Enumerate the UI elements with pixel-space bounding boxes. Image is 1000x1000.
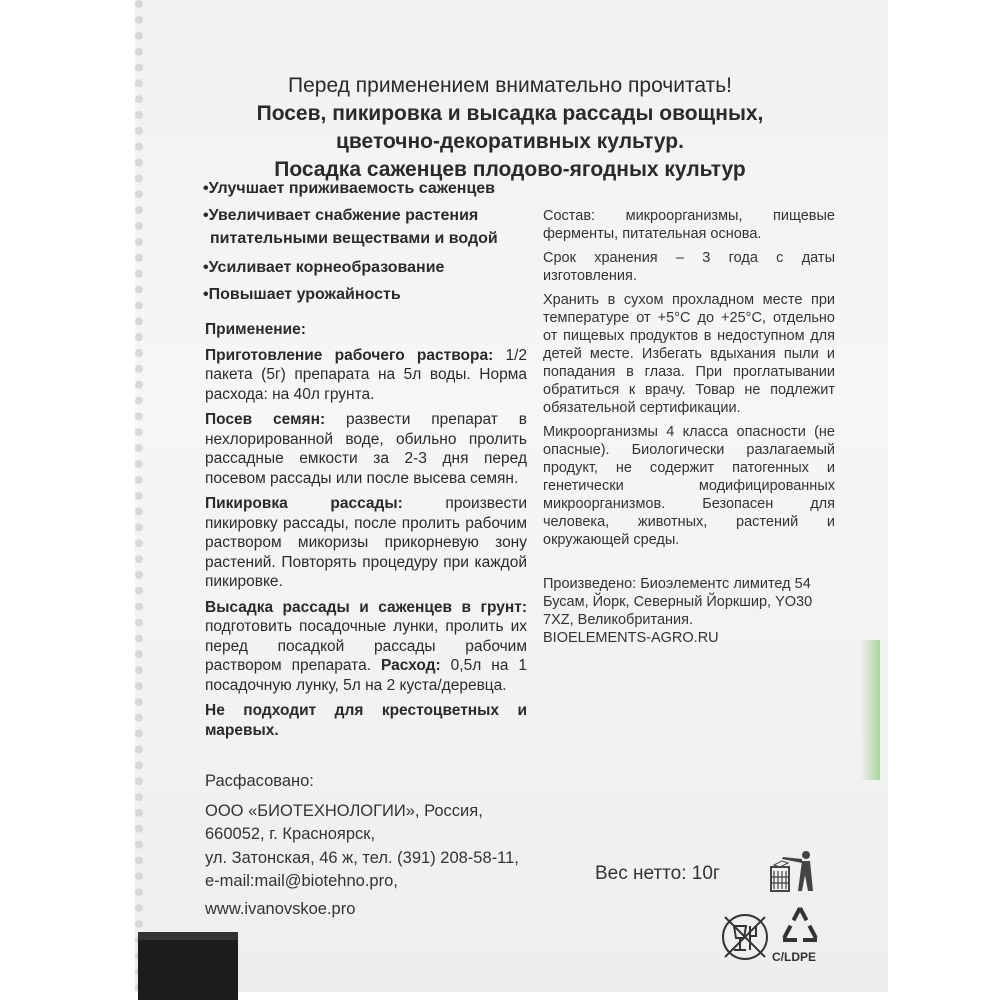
packer-label: Расфасовано: xyxy=(205,772,314,790)
recycle-triangle-icon xyxy=(775,905,825,950)
sowing-label: Посев семян: xyxy=(205,411,326,428)
header-line-3: цветочно-декоративных культур. xyxy=(336,130,684,153)
packer-site: www.ivanovskoe.pro xyxy=(205,899,356,918)
composition: Состав: микроорганизмы, пищевые ферменты, питательная основа. xyxy=(543,208,835,242)
net-weight: Вес нетто: 10г xyxy=(595,863,720,884)
info-section xyxy=(543,207,835,653)
bullet-item: •Улучшает приживаемость саженцев xyxy=(203,180,496,197)
packer-company: ООО «БИОТЕХНОЛОГИИ», Россия, xyxy=(205,801,483,820)
header-warning: Перед применением внимательно прочитать! xyxy=(288,74,732,97)
tidyman-litter-icon xyxy=(768,845,818,895)
header-line-2: Посев, пикировка и высадка рассады овощных, xyxy=(256,102,764,125)
website: BIOELEMENTS-AGRO.RU xyxy=(543,630,719,646)
packer-address xyxy=(205,770,519,921)
producer: Произведено: Биоэлементс лимитед 54 Бусам, Йорк, Северный Йоркшир, YO30 7XZ, Великобритания. xyxy=(543,576,813,628)
bullet-item: •Усиливает корнеобразование xyxy=(203,259,445,276)
prep-text: 1/2 пакета (5г) препарата на 5л воды. Норма расхода: на 40л грунта. xyxy=(205,346,527,403)
bullet-item: •Увеличивает снабжение растения xyxy=(203,207,479,224)
packer-street: ул. Затонская, 46 ж, тел. (391) 208-58-11, xyxy=(205,848,519,867)
storage: Хранить в сухом прохладном месте при температуре от +5°С до +25°С, отдельно от пищевых продуктов в недоступном для детей месте. Избегать вдыхания пыли и попадания в глаза. При проглатывании обратиться к врачу. Товар не подлежит обязательной сертификации. xyxy=(543,292,835,416)
picking-text: произвести пикировку рассады, после пролить рабочим раствором микоризы прикорневую зону растений. Повторять процедуру при каждой пикировке. xyxy=(205,495,527,590)
prep-label: Приготовление рабочего раствора: xyxy=(205,346,494,364)
rate-text: 0,5л на 1 посадочную лунку, 5л на 2 куста/деревца. xyxy=(205,657,527,694)
shelf-life: Срок хранения – 3 года с даты изготовления. xyxy=(543,250,835,284)
bullet-item: •Повышает урожайность xyxy=(203,286,401,303)
green-edge-decoration xyxy=(860,640,880,780)
rate-label: Расход: xyxy=(381,657,441,674)
not-food-contact-icon xyxy=(720,912,770,962)
warning-text: Не подходит для крестоцветных и маревых. xyxy=(205,702,527,739)
planting-label: Высадка рассады и саженцев в грунт: xyxy=(205,598,527,616)
picking-label: Пикировка рассады: xyxy=(205,495,403,512)
planting-text: подготовить посадочные лунки, пролить их перед посадкой рассады рабочим раствором препарата. xyxy=(205,618,527,674)
dark-print-block xyxy=(138,932,238,1000)
bullet-item: питательными веществами и водой xyxy=(210,230,498,247)
recycle-code: C/LDPE xyxy=(772,950,817,964)
sowing-text: развести препарат в нехлорированной воде, обильно пролить рассадные емкости за 2-3 дня перед посевом рассады или после высева семян. xyxy=(205,411,527,487)
usage-section xyxy=(205,320,527,746)
packer-city: 660052, г. Красноярск, xyxy=(205,825,376,843)
packer-email: e-mail:mail@biotehno.pro, xyxy=(205,872,398,890)
header-line-4: Посадка саженцев плодово-ягодных культур xyxy=(274,158,746,181)
safety: Микроорганизмы 4 класса опасности (не опасные). Биологически разлагаемый продукт, не содержит патогенных и генетически модифицированных микроорганизмов. Безопасен для человека, животных, растений и окружающей среды. xyxy=(543,424,835,548)
usage-title: Применение: xyxy=(205,321,306,338)
